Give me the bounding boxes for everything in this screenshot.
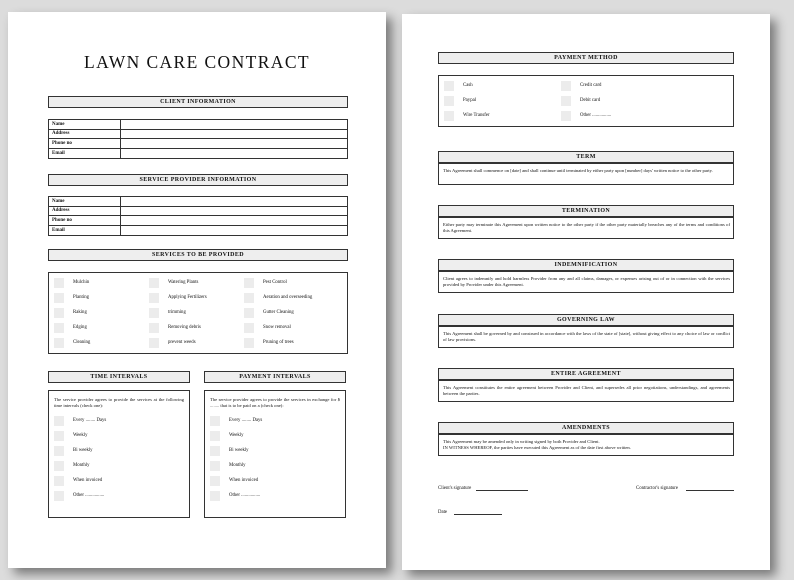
payment-method-checkbox[interactable]	[444, 81, 454, 91]
date-line[interactable]	[454, 514, 502, 515]
service-checkbox[interactable]	[54, 338, 64, 348]
payment-method-label: Debit card	[580, 98, 601, 103]
time-interval-label: When invoiced	[73, 478, 103, 483]
service-checkbox[interactable]	[54, 308, 64, 318]
page-title: LAWN CARE CONTRACT	[83, 52, 310, 72]
service-checkbox[interactable]	[244, 293, 254, 303]
payment-method-checkbox[interactable]	[444, 111, 454, 121]
term-heading: TERM	[438, 151, 734, 163]
service-label: trimming	[168, 310, 186, 315]
time-interval-label: Weekly	[73, 433, 88, 438]
client-signature-label: Client's signature	[438, 486, 472, 491]
time-interval-checkbox[interactable]	[54, 416, 64, 426]
table-row	[49, 120, 347, 130]
entire-agreement-text: This Agreement constitutes the entire agreement between Provider and Client, and supersedes all prior negotiations, understandings, and agreements between the parties.	[443, 385, 730, 396]
payment-interval-label: Bi weekly	[229, 448, 249, 453]
termination-text: Either party may terminate this Agreement upon written notice to the other party if the other party materially breaches any of the terms and conditions of this Agreement.	[443, 222, 730, 233]
amendments-text: This Agreement may be amended only in writing signed by both Provider and Client.	[443, 439, 600, 444]
services-box	[48, 272, 348, 354]
contractor-signature-line[interactable]	[686, 490, 734, 491]
time-intervals-heading: TIME INTERVALS	[48, 371, 190, 383]
field-label: Name	[49, 197, 121, 206]
payment-method-heading: PAYMENT METHOD	[438, 52, 734, 64]
client-name-field[interactable]	[121, 120, 347, 129]
provider-email-field[interactable]	[121, 226, 347, 236]
service-label: Snow removal	[263, 325, 291, 330]
contractor-signature-label: Contractor's signature	[636, 486, 679, 491]
service-label: Watering Plants	[168, 280, 199, 285]
time-intervals-intro: The service provider agrees to provide the services at the following time intervals (check one):	[54, 397, 184, 408]
client-signature-line[interactable]	[476, 490, 528, 491]
payment-method-label: Credit card	[580, 83, 602, 88]
payment-method-checkbox[interactable]	[561, 81, 571, 91]
term-text: This Agreement shall commence on [date] and shall continue until terminated by either party upon [number] days' written notice to the other party.	[443, 168, 713, 173]
governing-law-heading: GOVERNING LAW	[438, 314, 734, 326]
payment-interval-checkbox[interactable]	[210, 431, 220, 441]
provider-name-field[interactable]	[121, 197, 347, 206]
provider-phone-field[interactable]	[121, 216, 347, 225]
governing-law-box	[438, 326, 734, 348]
service-checkbox[interactable]	[244, 278, 254, 288]
service-label: prevent weeds	[168, 340, 196, 345]
client-address-field[interactable]	[121, 130, 347, 139]
table-row	[49, 139, 347, 149]
service-checkbox[interactable]	[54, 293, 64, 303]
termination-box	[438, 217, 734, 239]
payment-method-label: Other ................	[580, 113, 612, 118]
service-checkbox[interactable]	[149, 338, 159, 348]
indemnification-text: Client agrees to indemnify and hold harmless Provider from any and all claims, damages, or expenses arising out of or in connection with the services provided by Provider under this Agreement.	[443, 276, 730, 287]
entire-agreement-heading: ENTIRE AGREEMENT	[438, 368, 734, 380]
service-checkbox[interactable]	[244, 323, 254, 333]
table-row	[49, 226, 347, 236]
payment-interval-checkbox[interactable]	[210, 416, 220, 426]
table-row	[49, 197, 347, 207]
service-checkbox[interactable]	[149, 308, 159, 318]
client-info-heading: CLIENT INFORMATION	[48, 96, 348, 108]
table-row	[49, 149, 347, 159]
time-interval-label: Bi weekly	[73, 448, 93, 453]
table-row	[49, 216, 347, 226]
service-checkbox[interactable]	[149, 323, 159, 333]
service-label: Planting	[73, 295, 89, 300]
service-label: Removing debris	[168, 325, 201, 330]
payment-interval-label: When invoiced	[229, 478, 259, 483]
indemnification-heading: INDEMNIFICATION	[438, 259, 734, 271]
termination-heading: TERMINATION	[438, 205, 734, 217]
field-label: Address	[49, 130, 121, 139]
field-label: Address	[49, 207, 121, 216]
payment-interval-label: Monthly	[229, 463, 246, 468]
client-phone-field[interactable]	[121, 139, 347, 148]
field-label: Email	[49, 226, 121, 236]
service-checkbox[interactable]	[54, 323, 64, 333]
payment-interval-checkbox[interactable]	[210, 446, 220, 456]
payment-method-checkbox[interactable]	[444, 96, 454, 106]
payment-method-label: Cash	[463, 83, 473, 88]
date-label: Date	[438, 510, 448, 515]
indemnification-box	[438, 271, 734, 293]
service-checkbox[interactable]	[54, 278, 64, 288]
payment-method-checkbox[interactable]	[561, 96, 571, 106]
time-interval-checkbox[interactable]	[54, 446, 64, 456]
service-checkbox[interactable]	[149, 293, 159, 303]
service-checkbox[interactable]	[244, 308, 254, 318]
witness-text: IN WITNESS WHEREOF, the parties have executed this Agreement as of the date first above written.	[443, 445, 631, 450]
payment-interval-checkbox[interactable]	[210, 491, 220, 501]
governing-law-text: This Agreement shall be governed by and construed in accordance with the laws of the state of [state], without giving effect to any choice of law or conflict of law provisions.	[443, 331, 730, 342]
amendments-box	[438, 434, 734, 456]
payment-interval-label: Every ........ Days	[229, 418, 263, 423]
contract-page-2	[402, 14, 770, 570]
time-interval-checkbox[interactable]	[54, 476, 64, 486]
time-interval-label: Other ................	[73, 493, 105, 498]
payment-intervals-intro: The service provider agrees to provide the services in exchange for $ ........ that is to be paid on a (check one):	[210, 397, 340, 408]
field-label: Phone no	[49, 139, 121, 148]
service-label: Applying Fertilizers	[168, 295, 207, 300]
service-checkbox[interactable]	[149, 278, 159, 288]
time-interval-checkbox[interactable]	[54, 431, 64, 441]
service-label: Mulchin	[73, 280, 90, 285]
service-label: Pest Control	[263, 280, 287, 285]
services-heading: SERVICES TO BE PROVIDED	[48, 249, 348, 261]
provider-info-heading: SERVICE PROVIDER INFORMATION	[48, 174, 348, 186]
contract-page-1	[8, 12, 386, 568]
time-interval-label: Monthly	[73, 463, 90, 468]
payment-method-label: Wire Transfer	[463, 113, 490, 118]
entire-agreement-box	[438, 380, 734, 402]
time-intervals-box	[48, 390, 190, 518]
table-row	[49, 130, 347, 140]
service-label: Raking	[73, 310, 87, 315]
service-label: Pruning of trees	[263, 340, 294, 345]
field-label: Name	[49, 120, 121, 129]
provider-info-table	[48, 196, 348, 236]
service-checkbox[interactable]	[244, 338, 254, 348]
service-label: Cleaning	[73, 340, 91, 345]
time-interval-label: Every ........ Days	[73, 418, 107, 423]
payment-interval-label: Other ................	[229, 493, 261, 498]
field-label: Email	[49, 149, 121, 159]
term-box	[438, 163, 734, 185]
client-info-table	[48, 119, 348, 159]
time-interval-checkbox[interactable]	[54, 461, 64, 471]
payment-intervals-heading: PAYMENT INTERVALS	[204, 371, 346, 383]
payment-interval-checkbox[interactable]	[210, 461, 220, 471]
table-row	[49, 207, 347, 217]
time-interval-checkbox[interactable]	[54, 491, 64, 501]
payment-intervals-box	[204, 390, 346, 518]
payment-interval-label: Weekly	[229, 433, 244, 438]
amendments-heading: AMENDMENTS	[438, 422, 734, 434]
payment-interval-checkbox[interactable]	[210, 476, 220, 486]
client-email-field[interactable]	[121, 149, 347, 159]
service-label: Gutter Cleaning	[263, 310, 294, 315]
payment-method-checkbox[interactable]	[561, 111, 571, 121]
service-label: Edging	[73, 325, 87, 330]
field-label: Phone no	[49, 216, 121, 225]
service-label: Aeration and overseeding	[263, 295, 313, 300]
provider-address-field[interactable]	[121, 207, 347, 216]
payment-method-box	[438, 75, 734, 127]
payment-method-label: Paypal	[463, 98, 477, 103]
